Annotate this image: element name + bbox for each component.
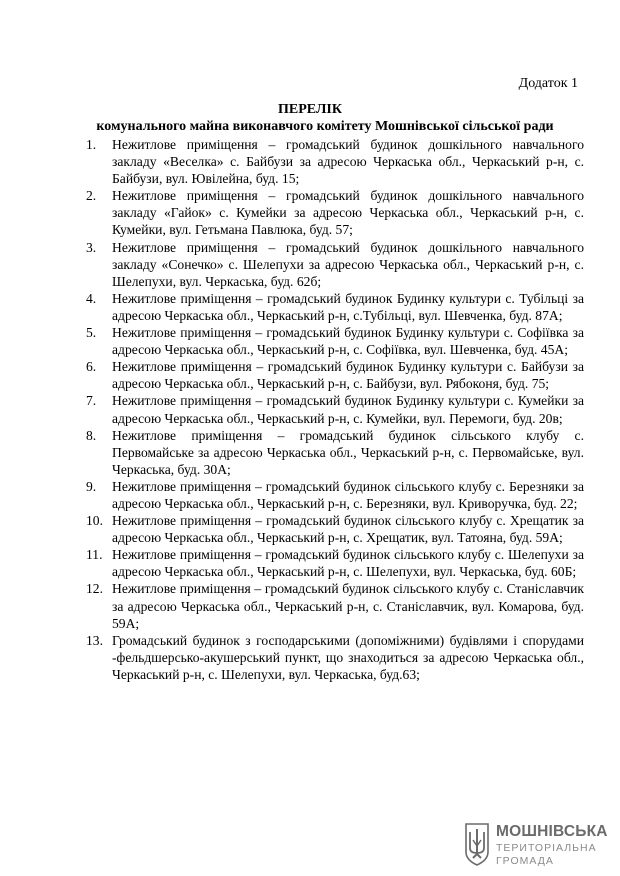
list-item-text: Нежитлове приміщення – громадський будинок дошкільного навчального закладу «Гайок» с. Кумейки за адресою Черкаська обл., Черкаський р-н, с. Кумейки, вул. Гетьмана Павлюка, буд. 57;	[112, 188, 584, 238]
list-item-text: Нежитлове приміщення – громадський будинок Будинку культури с. Тубільці за адресою Черкаська обл., Черкаський р-н, с.Тубільці, вул. Шевченка, буд. 87А;	[112, 290, 584, 323]
list-item-number: 7.	[86, 393, 97, 409]
list-item	[86, 136, 584, 187]
list-item	[86, 392, 584, 426]
list-item-number: 9.	[86, 478, 97, 494]
list-item-number: 12.	[86, 581, 103, 597]
list-item	[86, 478, 584, 512]
list-item-text: Нежитлове приміщення – громадський будинок сільського клубу с. Станіславчик за адресою Черкаська обл., Черкаський р-н, с. Станіславчик, вул. Комарова, буд. 59А;	[112, 581, 584, 631]
logo-subtitle-line2: ГРОМАДА	[496, 855, 554, 867]
list-item-text: Нежитлове приміщення – громадський будинок Будинку культури с. Кумейки за адресою Черкаська обл., Черкаський р-н, с. Кумейки, вул. Перемоги, буд. 20в;	[112, 393, 584, 426]
list-item	[86, 546, 584, 580]
property-list	[86, 136, 584, 683]
list-item-text: Нежитлове приміщення – громадський будинок сільського клубу с. Березняки за адресою Черкаська обл., Черкаський р-н, с. Березняки, вул. Криворучка, буд. 22;	[112, 478, 584, 511]
list-item-text: Громадський будинок з господарськими (допоміжними) будівлями і спорудами -фельдшерсько-акушерський пункт, що знаходиться за адресою Черкаська обл., Черкаський р-н, с. Шелепухи, вул. Черкаська, буд.63;	[112, 632, 584, 682]
list-item	[86, 427, 584, 478]
logo-subtitle-line1: ТЕРИТОРІАЛЬНА	[496, 842, 597, 854]
list-item	[86, 187, 584, 238]
list-item-text: Нежитлове приміщення – громадський будинок сільського клубу с. Шелепухи за адресою Черкаська обл., Черкаський р-н, с. Шелепухи, вул. Черкаська, буд. 60Б;	[112, 547, 584, 580]
list-item-text: Нежитлове приміщення – громадський будинок Будинку культури с. Байбузи за адресою Черкаська обл., Черкаський р-н, с. Байбузи, вул. Рябоконя, буд. 75;	[112, 359, 584, 392]
list-item	[86, 290, 584, 324]
list-item-text: Нежитлове приміщення – громадський будинок сільського клубу с. Хрещатик за адресою Черкаська обл., Черкаський р-н, с. Хрещатик, вул. Татояна, буд. 59А;	[112, 513, 584, 546]
list-item-text: Нежитлове приміщення – громадський будинок дошкільного навчального закладу «Сонечко» с. Шелепухи за адресою Черкаська обл., Черкаський р-н, с. Шелепухи, вул. Черкаська, буд. 62б;	[112, 239, 584, 289]
logo-name: МОШНІВСЬКА	[496, 823, 608, 840]
list-item-number: 8.	[86, 427, 97, 443]
list-item-number: 5.	[86, 325, 97, 341]
appendix-label: Додаток 1	[518, 76, 578, 91]
trident-emblem-icon	[462, 822, 492, 866]
list-item-number: 11.	[86, 547, 103, 563]
list-item-number: 3.	[86, 239, 97, 255]
list-item	[86, 358, 584, 392]
document-subtitle: комунального майна виконавчого комітету Мошнівської сільської ради	[96, 119, 554, 134]
list-item-text: Нежитлове приміщення – громадський будинок Будинку культури с. Софіївка за адресою Черкаська обл., Черкаський р-н, с. Софіївка, вул. Шевченка, буд. 45А;	[112, 325, 584, 358]
list-item-number: 1.	[86, 137, 97, 152]
list-item	[86, 512, 584, 546]
list-item	[86, 632, 584, 683]
list-item	[86, 324, 584, 358]
list-item-number: 10.	[86, 513, 103, 529]
list-item-number: 6.	[86, 359, 97, 375]
list-item	[86, 580, 584, 631]
list-item-number: 4.	[86, 290, 97, 306]
list-item-number: 2.	[86, 188, 97, 204]
list-item-number: 13.	[86, 632, 103, 648]
list-item-text: Нежитлове приміщення – громадський будинок дошкільного навчального закладу «Веселка» с. Байбузи за адресою Черкаська обл., Черкаський р-н, с. Байбузи, вул. Ювілейна, буд. 15;	[112, 137, 584, 187]
community-logo	[462, 820, 620, 876]
document-title: ПЕРЕЛІК	[278, 102, 342, 117]
list-item-text: Нежитлове приміщення – громадський будинок сільського клубу с. Первомайське за адресою Черкаська обл., Черкаський р-н, с. Первомайське, вул. Черкаська, буд. 30А;	[112, 427, 584, 477]
list-item	[86, 239, 584, 290]
